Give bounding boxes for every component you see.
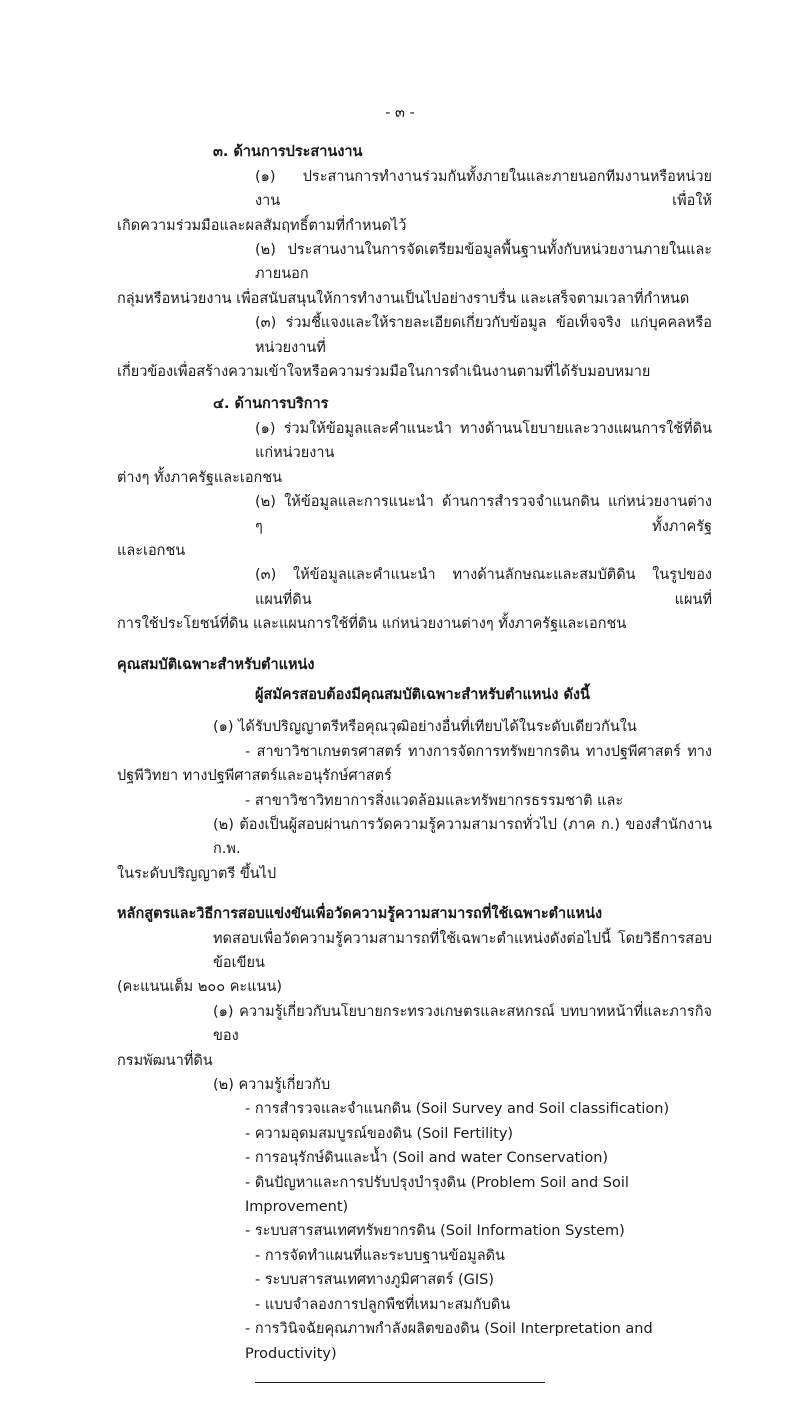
paragraph-line: ทดสอบเพื่อวัดความรู้ความสามารถที่ใช้เฉพาะตำแหน่งดังต่อไปนี้ โดยวิธีการสอบข้อเขียน: [213, 930, 712, 971]
topic-item: - ความอุดมสมบูรณ์ของดิน (Soil Fertility): [245, 1125, 514, 1142]
topic-item: - ระบบสารสนเทศทรัพยากรดิน (Soil Information System): [245, 1223, 625, 1240]
paragraph-line: (๑) ได้รับปริญญาตรีหรือคุณวุฒิอย่างอื่นที่เทียบได้ในระดับเดียวกันใน: [213, 719, 637, 736]
paragraph-line: (๒) ความรู้เกี่ยวกับ: [213, 1077, 331, 1094]
paragraph-line: เกิดความร่วมมือและผลสัมฤทธิ์ตามที่กำหนดไว้: [117, 217, 407, 234]
qualifications-subheading: ผู้สมัครสอบต้องมีคุณสมบัติเฉพาะสำหรับตำแหน่ง ดังนี้: [255, 686, 590, 703]
paragraph-line: (๑) ร่วมให้ข้อมูลและคำแนะนำ ทางด้านนโยบายและวางแผนการใช้ที่ดินแก่หน่วยงาน: [255, 420, 712, 462]
topic-item: - การวินิจฉัยคุณภาพกำลังผลิตของดิน (Soil Interpretation and Productivity): [245, 1321, 653, 1362]
curriculum-heading: หลักสูตรและวิธีการสอบแข่งขันเพื่อวัดความรู้ความสามารถที่ใช้เฉพาะตำแหน่ง: [117, 906, 603, 923]
paragraph-line: ในระดับปริญญาตรี ขึ้นไป: [117, 865, 277, 882]
paragraph-line: (๒) ต้องเป็นผู้สอบผ่านการวัดความรู้ความสามารถทั่วไป (ภาค ก.) ของสำนักงาน ก.พ.: [213, 816, 712, 858]
paragraph-line: กลุ่มหรือหน่วยงาน เพื่อสนับสนุนให้การทำงานเป็นไปอย่างราบรื่น และเสร็จตามเวลาที่กำหนด: [117, 290, 690, 307]
paragraph-line: การใช้ประโยชน์ที่ดิน และแผนการใช้ที่ดิน แก่หน่วยงานต่างๆ ทั้งภาครัฐและเอกชน: [117, 616, 627, 633]
paragraph-line: (๑) ความรู้เกี่ยวกับนโยบายกระทรวงเกษตรและสหกรณ์ บทบาทหน้าที่และภารกิจของ: [213, 1003, 712, 1045]
paragraph-line: - สาขาวิชาเกษตรศาสตร์ ทางการจัดการทรัพยากรดิน ทางปฐพีศาสตร์ ทาง: [245, 743, 712, 760]
paragraph-line: (คะแนนเต็ม ๒๐๐ คะแนน): [117, 979, 283, 996]
paragraph-line: เกี่ยวข้องเพื่อสร้างความเข้าใจหรือความร่วมมือในการดำเนินงานตามที่ได้รับมอบหมาย: [117, 364, 651, 381]
paragraph-line: (๑) ประสานการทำงานร่วมกันทั้งภายในและภายนอกทีมงานหรือหน่วยงาน เพื่อให้: [255, 168, 712, 210]
subtopic-item: - ระบบสารสนเทศทางภูมิศาสตร์ (GIS): [255, 1272, 495, 1289]
section-3-heading: ๓. ด้านการประสานงาน: [213, 144, 363, 161]
paragraph-line: (๓) ให้ข้อมูลและคำแนะนำ ทางด้านลักษณะและสมบัติดิน ในรูปของแผนที่ดิน แผนที่: [255, 567, 712, 608]
paragraph-line: และเอกชน: [117, 542, 186, 559]
subtopic-item: - การจัดทำแผนที่และระบบฐานข้อมูลดิน: [255, 1247, 505, 1264]
topic-item: - การสำรวจและจำแนกดิน (Soil Survey and Soil classification): [245, 1101, 670, 1118]
subtopic-item: - แบบจำลองการปลูกพืชที่เหมาะสมกับดิน: [255, 1296, 511, 1313]
paragraph-line: กรมพัฒนาที่ดิน: [117, 1052, 213, 1069]
footer-rule: [255, 1382, 545, 1383]
section-4-heading: ๔. ด้านการบริการ: [213, 396, 329, 413]
paragraph-line: (๒) ประสานงานในการจัดเตรียมข้อมูลพื้นฐานทั้งกับหน่วยงานภายในและภายนอก: [255, 242, 712, 283]
paragraph-line: (๒) ให้ข้อมูลและการแนะนำ ด้านการสำรวจจำแนกดิน แก่หน่วยงานต่าง ๆ ทั้งภาครัฐ: [255, 494, 712, 535]
qualifications-heading: คุณสมบัติเฉพาะสำหรับตำแหน่ง: [117, 656, 315, 673]
topic-item: - ดินปัญหาและการปรับปรุงบำรุงดิน (Problem Soil and Soil Improvement): [245, 1174, 629, 1216]
paragraph-line: - สาขาวิชาวิทยาการสิ่งแวดล้อมและทรัพยากรธรรมชาติ และ: [245, 792, 624, 809]
paragraph-line: ต่างๆ ทั้งภาครัฐและเอกชน: [117, 469, 283, 486]
page-number: - ๓ -: [385, 105, 415, 121]
paragraph-line: ปฐพีวิทยา ทางปฐพีศาสตร์และอนุรักษ์ศาสตร์: [117, 768, 392, 785]
topic-item: - การอนุรักษ์ดินและน้ำ (Soil and water Conservation): [245, 1150, 609, 1167]
paragraph-line: (๓) ร่วมชี้แจงและให้รายละเอียดเกี่ยวกับข้อมูล ข้อเท็จจริง แก่บุคคลหรือหน่วยงานที่: [255, 315, 712, 356]
